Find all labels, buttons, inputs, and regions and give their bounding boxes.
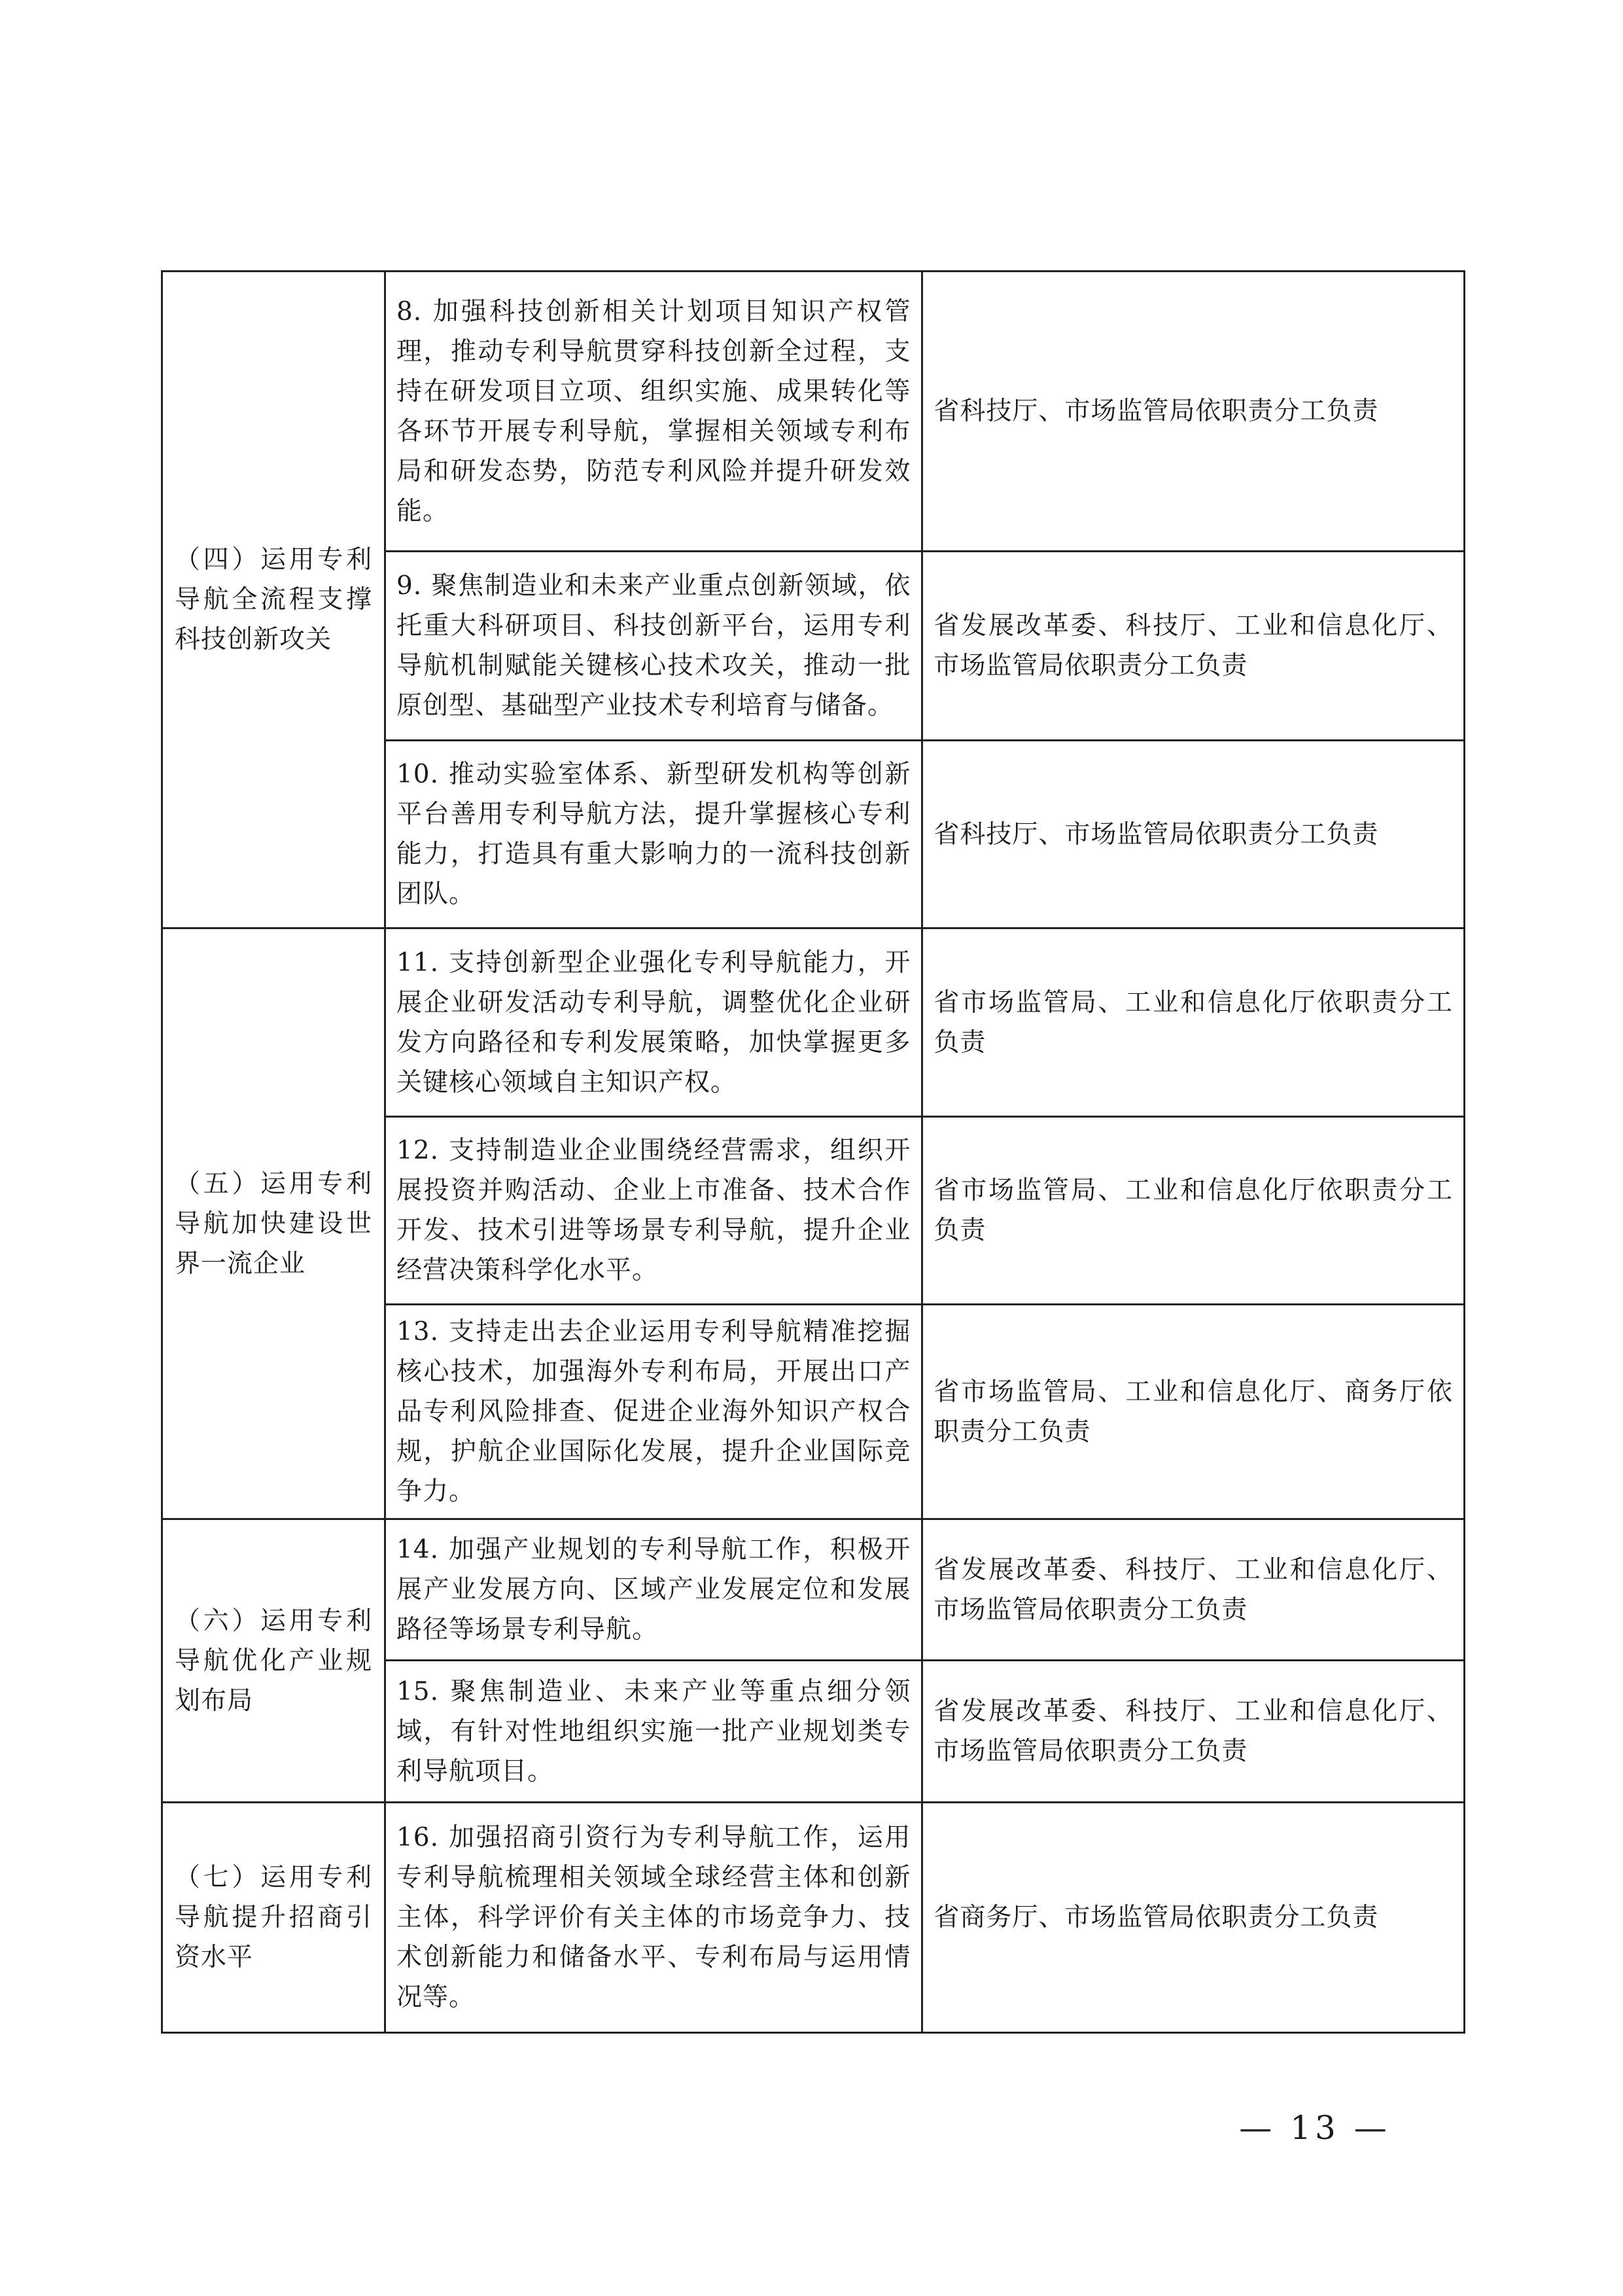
category-cell: （六）运用专利导航优化产业规划布局	[162, 1519, 385, 1803]
responsible-cell: 省发展改革委、科技厅、工业和信息化厅、市场监管局依职责分工负责	[922, 1661, 1465, 1803]
page-number: — 13 —	[1239, 2109, 1391, 2147]
task-cell: 16. 加强招商引资行为专利导航工作，运用专利导航梳理相关领域全球经营主体和创新主体，科学评价有关主体的市场竞争力、技术创新能力和储备水平、专利布局与运用情况等。	[385, 1803, 922, 2033]
table-row	[162, 1519, 1465, 1661]
task-cell: 11. 支持创新型企业强化专利导航能力，开展企业研发活动专利导航，调整优化企业研发方向路径和专利发展策略，加快掌握更多关键核心领域自主知识产权。	[385, 928, 922, 1117]
responsible-cell: 省科技厅、市场监管局依职责分工负责	[922, 741, 1465, 928]
responsible-cell: 省发展改革委、科技厅、工业和信息化厅、市场监管局依职责分工负责	[922, 552, 1465, 741]
responsible-cell: 省市场监管局、工业和信息化厅、商务厅依职责分工负责	[922, 1305, 1465, 1519]
category-cell: （五）运用专利导航加快建设世界一流企业	[162, 928, 385, 1519]
responsible-cell: 省商务厅、市场监管局依职责分工负责	[922, 1803, 1465, 2033]
responsible-cell: 省发展改革委、科技厅、工业和信息化厅、市场监管局依职责分工负责	[922, 1519, 1465, 1661]
responsible-cell: 省市场监管局、工业和信息化厅依职责分工负责	[922, 928, 1465, 1117]
task-cell: 13. 支持走出去企业运用专利导航精准挖掘核心技术，加强海外专利布局，开展出口产品专利风险排查、促进企业海外知识产权合规，护航企业国际化发展，提升企业国际竞争力。	[385, 1305, 922, 1519]
task-cell: 10. 推动实验室体系、新型研发机构等创新平台善用专利导航方法，提升掌握核心专利能力，打造具有重大影响力的一流科技创新团队。	[385, 741, 922, 928]
task-cell: 8. 加强科技创新相关计划项目知识产权管理，推动专利导航贯穿科技创新全过程，支持在研发项目立项、组织实施、成果转化等各环节开展专利导航，掌握相关领域专利布局和研发态势，防范专利风险并提升研发效能。	[385, 272, 922, 552]
task-cell: 9. 聚焦制造业和未来产业重点创新领域，依托重大科研项目、科技创新平台，运用专利导航机制赋能关键核心技术攻关，推动一批原创型、基础型产业技术专利培育与储备。	[385, 552, 922, 741]
category-cell: （四）运用专利导航全流程支撑科技创新攻关	[162, 272, 385, 928]
table-row	[162, 928, 1465, 1117]
responsible-cell: 省科技厅、市场监管局依职责分工负责	[922, 272, 1465, 552]
responsible-cell: 省市场监管局、工业和信息化厅依职责分工负责	[922, 1117, 1465, 1305]
task-cell: 15. 聚焦制造业、未来产业等重点细分领域，有针对性地组织实施一批产业规划类专利导航项目。	[385, 1661, 922, 1803]
table-row	[162, 1803, 1465, 2033]
category-cell: （七）运用专利导航提升招商引资水平	[162, 1803, 385, 2033]
task-cell: 14. 加强产业规划的专利导航工作，积极开展产业发展方向、区域产业发展定位和发展路径等场景专利导航。	[385, 1519, 922, 1661]
table-row	[162, 272, 1465, 552]
task-cell: 12. 支持制造业企业围绕经营需求，组织开展投资并购活动、企业上市准备、技术合作开发、技术引进等场景专利导航，提升企业经营决策科学化水平。	[385, 1117, 922, 1305]
task-table	[161, 270, 1465, 2034]
